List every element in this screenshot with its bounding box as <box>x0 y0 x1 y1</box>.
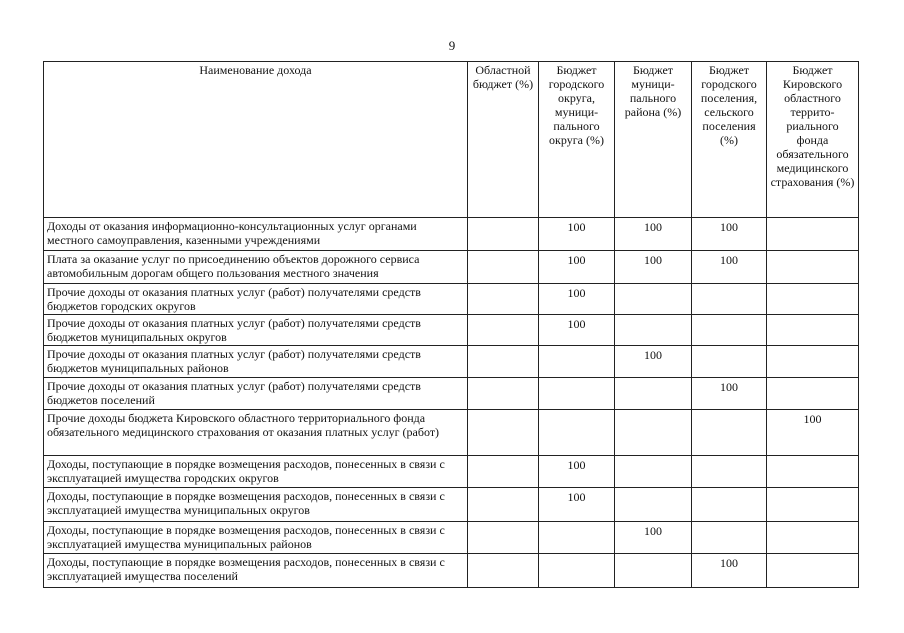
fund-value <box>767 315 859 346</box>
income-name-cell: Доходы, поступающие в порядке возмещения расходов, понесенных в связи с эксплуатацией имущества поселений <box>44 554 468 588</box>
municipal-area-value: 100 <box>615 251 692 284</box>
table-row <box>44 554 859 588</box>
settlement-value <box>692 346 767 378</box>
settlement-value <box>692 315 767 346</box>
regional-value <box>468 315 539 346</box>
income-name-cell: Прочие доходы бюджета Кировского областного территориального фонда обязательного медицинского страхования от оказания платных услуг (работ) <box>44 410 468 456</box>
municipal-area-value <box>615 456 692 488</box>
municipal-area-value: 100 <box>615 218 692 251</box>
fund-value <box>767 456 859 488</box>
municipal-area-value <box>615 315 692 346</box>
fund-value <box>767 218 859 251</box>
table-row <box>44 218 859 251</box>
municipal-area-value <box>615 284 692 315</box>
fund-value <box>767 378 859 410</box>
settlement-value <box>692 522 767 554</box>
fund-value: 100 <box>767 410 859 456</box>
municipal-area-value <box>615 410 692 456</box>
regional-value <box>468 378 539 410</box>
income-name-cell: Доходы от оказания информационно-консультационных услуг органами местного самоуправления, казенными учреждениями <box>44 218 468 251</box>
income-name-cell: Доходы, поступающие в порядке возмещения расходов, понесенных в связи с эксплуатацией имущества городских округов <box>44 456 468 488</box>
revenue-distribution-table <box>43 61 859 588</box>
regional-value <box>468 410 539 456</box>
table-row <box>44 410 859 456</box>
city-district-value: 100 <box>539 218 615 251</box>
settlement-value: 100 <box>692 554 767 588</box>
fund-value <box>767 522 859 554</box>
settlement-value <box>692 488 767 522</box>
city-district-value <box>539 346 615 378</box>
header-settlement-budget: Бюджет городского поселения, сельского поселения (%) <box>692 62 767 218</box>
header-income-name: Наименование дохода <box>44 62 468 218</box>
city-district-value: 100 <box>539 456 615 488</box>
fund-value <box>767 346 859 378</box>
regional-value <box>468 284 539 315</box>
municipal-area-value <box>615 378 692 410</box>
income-name-cell: Прочие доходы от оказания платных услуг (работ) получателями средств бюджетов поселений <box>44 378 468 410</box>
regional-value <box>468 554 539 588</box>
city-district-value: 100 <box>539 488 615 522</box>
fund-value <box>767 488 859 522</box>
page-number: 9 <box>448 38 456 53</box>
header-municipal-area-budget: Бюджет муници-пального района (%) <box>615 62 692 218</box>
city-district-value <box>539 554 615 588</box>
table-row <box>44 315 859 346</box>
table-row <box>44 251 859 284</box>
income-name-cell: Плата за оказание услуг по присоединению объектов дорожного сервиса автомобильным дорогам общего пользования местного значения <box>44 251 468 284</box>
fund-value <box>767 554 859 588</box>
income-name-cell: Доходы, поступающие в порядке возмещения расходов, понесенных в связи с эксплуатацией имущества муниципальных районов <box>44 522 468 554</box>
fund-value <box>767 284 859 315</box>
settlement-value <box>692 284 767 315</box>
fund-value <box>767 251 859 284</box>
income-name-cell: Прочие доходы от оказания платных услуг (работ) получателями средств бюджетов муниципальных районов <box>44 346 468 378</box>
municipal-area-value <box>615 488 692 522</box>
city-district-value: 100 <box>539 284 615 315</box>
settlement-value: 100 <box>692 218 767 251</box>
city-district-value <box>539 410 615 456</box>
table-row <box>44 522 859 554</box>
municipal-area-value <box>615 554 692 588</box>
regional-value <box>468 522 539 554</box>
table-row <box>44 284 859 315</box>
table-row <box>44 378 859 410</box>
income-name-cell: Доходы, поступающие в порядке возмещения расходов, понесенных в связи с эксплуатацией имущества муниципальных округов <box>44 488 468 522</box>
settlement-value <box>692 456 767 488</box>
city-district-value: 100 <box>539 315 615 346</box>
header-regional-budget: Областной бюджет (%) <box>468 62 539 218</box>
regional-value <box>468 346 539 378</box>
table-row <box>44 456 859 488</box>
regional-value <box>468 218 539 251</box>
settlement-value: 100 <box>692 251 767 284</box>
income-name-cell: Прочие доходы от оказания платных услуг (работ) получателями средств бюджетов муниципальных округов <box>44 315 468 346</box>
regional-value <box>468 488 539 522</box>
settlement-value: 100 <box>692 378 767 410</box>
municipal-area-value: 100 <box>615 346 692 378</box>
table-row <box>44 488 859 522</box>
city-district-value <box>539 522 615 554</box>
settlement-value <box>692 410 767 456</box>
city-district-value <box>539 378 615 410</box>
table-row <box>44 346 859 378</box>
income-name-cell: Прочие доходы от оказания платных услуг (работ) получателями средств бюджетов городских округов <box>44 284 468 315</box>
header-medical-fund-budget: Бюджет Кировского областного террито-риального фонда обязательного медицинского страхования (%) <box>767 62 859 218</box>
regional-value <box>468 251 539 284</box>
table-header-row <box>44 62 859 218</box>
header-city-district-budget: Бюджет городского округа, муници-пального округа (%) <box>539 62 615 218</box>
municipal-area-value: 100 <box>615 522 692 554</box>
regional-value <box>468 456 539 488</box>
city-district-value: 100 <box>539 251 615 284</box>
